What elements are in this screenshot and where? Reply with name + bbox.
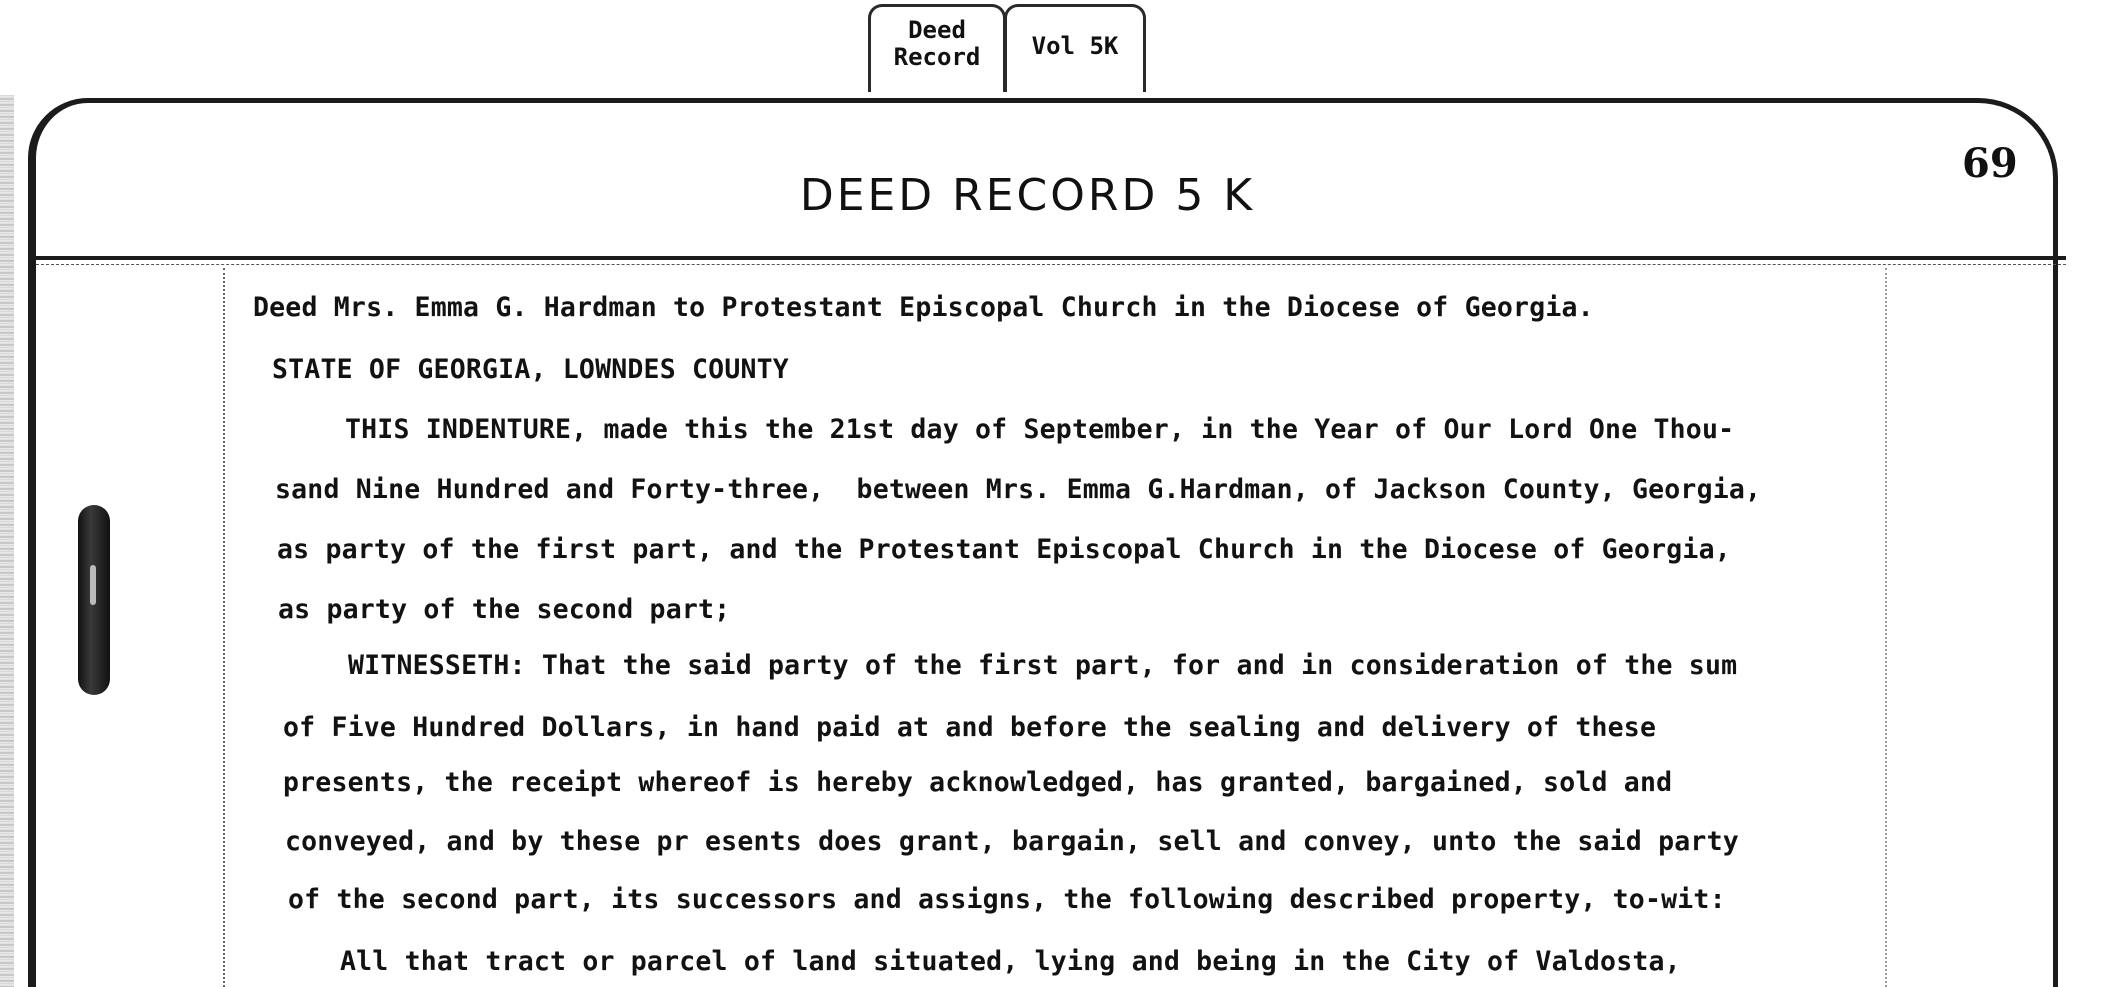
document-title: Deed Mrs. Emma G. Hardman to Protestant Episcopal Church in the Diocese of Georgia. — [253, 292, 1594, 323]
left-margin-line — [223, 268, 225, 987]
page-number: 69 — [1962, 140, 2018, 187]
body-line-5: WITNESSETH: That the said party of the first part, for and in consideration of the sum — [348, 650, 1738, 681]
body-line-4: as party of the second part; — [278, 594, 731, 625]
page-header — [0, 170, 2115, 221]
body-line-9: of the second part, its successors and assigns, the following described property, to-wit: — [288, 884, 1726, 915]
body-line-2: sand Nine Hundred and Forty-three, between Mrs. Emma G.Hardman, of Jackson County, Georgia, — [275, 474, 1762, 505]
body-line-6: of Five Hundred Dollars, in hand paid at and before the sealing and delivery of these — [283, 712, 1657, 743]
right-margin-line — [1885, 268, 1887, 987]
body-line-8: conveyed, and by these pr esents does grant, bargain, sell and convey, unto the said party — [285, 826, 1739, 857]
binder-clip — [78, 505, 110, 695]
body-line-10: All that tract or parcel of land situated, lying and being in the City of Valdosta, — [340, 946, 1681, 977]
header-rule-secondary — [36, 264, 2066, 266]
header-rule — [36, 256, 2066, 260]
page-left-edge — [0, 95, 14, 987]
body-line-7: presents, the receipt whereof is hereby acknowledged, has granted, bargained, sold and — [283, 767, 1673, 798]
page-header-text: DEED RECORD 5 K — [799, 170, 1256, 221]
tab-deed-record[interactable] — [868, 4, 1006, 92]
document-venue: STATE OF GEORGIA, LOWNDES COUNTY — [272, 354, 789, 385]
tab-volume[interactable] — [1004, 4, 1146, 92]
tab-deed-record-line2: Record — [893, 43, 981, 71]
body-line-1: THIS INDENTURE, made this the 21st day of September, in the Year of Our Lord One Thou- — [345, 414, 1735, 445]
tab-deed-record-line1: Deed — [908, 16, 966, 44]
body-line-3: as party of the first part, and the Protestant Episcopal Church in the Diocese of Georgia, — [277, 534, 1731, 565]
tab-volume-label: Vol 5K — [1031, 32, 1119, 60]
